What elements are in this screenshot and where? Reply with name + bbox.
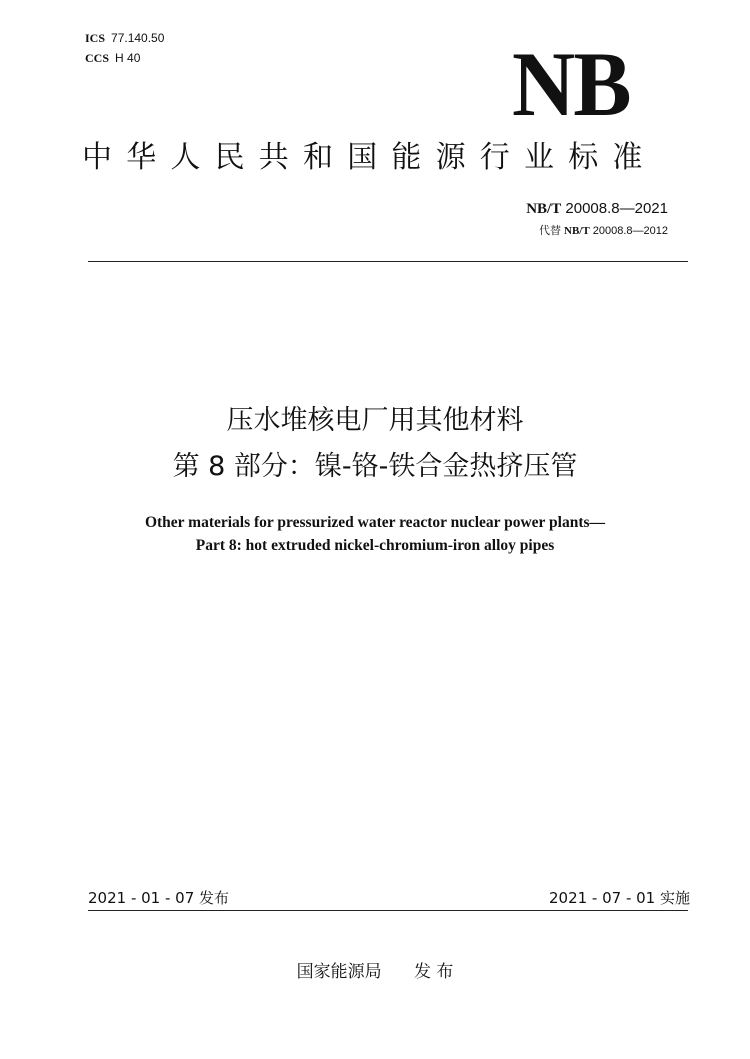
standard-number-code: 20008.8—2021 xyxy=(565,200,668,217)
ccs-label: CCS xyxy=(85,51,110,65)
ccs-code: H 40 xyxy=(115,51,141,65)
replaces-prefix: NB/T xyxy=(564,225,590,237)
footer-divider xyxy=(88,910,688,911)
ics-code-line xyxy=(85,31,164,45)
publish-word: 发 布 xyxy=(414,962,454,982)
publisher-line xyxy=(0,961,750,983)
ccs-code-line xyxy=(85,51,140,65)
issue-date: 2021 - 01 - 07 发布 xyxy=(88,889,230,907)
title-en-line2: Part 8: hot extruded nickel-chromium-iron alloy pipes xyxy=(195,537,555,554)
org-title: 中华人民共和国能源行业标准 xyxy=(82,140,657,175)
publisher-name: 国家能源局 xyxy=(296,962,382,982)
nb-logo: NB xyxy=(512,33,630,135)
standard-number-prefix: NB/T xyxy=(526,201,562,217)
replaces-word: 代替 xyxy=(538,225,561,237)
replaces-code: 20008.8—2012 xyxy=(592,225,668,237)
ics-label: ICS xyxy=(85,31,106,45)
implement-date: 2021 - 07 - 01 实施 xyxy=(548,889,690,907)
title-en-line1: Other materials for pressurized water reactor nuclear power plants— xyxy=(144,514,606,531)
title-cn-line2: 第 8 部分：镍-铬-铁合金热挤压管 xyxy=(172,451,578,482)
ics-code: 77.140.50 xyxy=(111,31,165,45)
replaces-line xyxy=(539,224,668,238)
title-cn-line1: 压水堆核电厂用其他材料 xyxy=(226,405,524,436)
header-divider xyxy=(88,261,688,262)
standard-number xyxy=(526,200,668,218)
